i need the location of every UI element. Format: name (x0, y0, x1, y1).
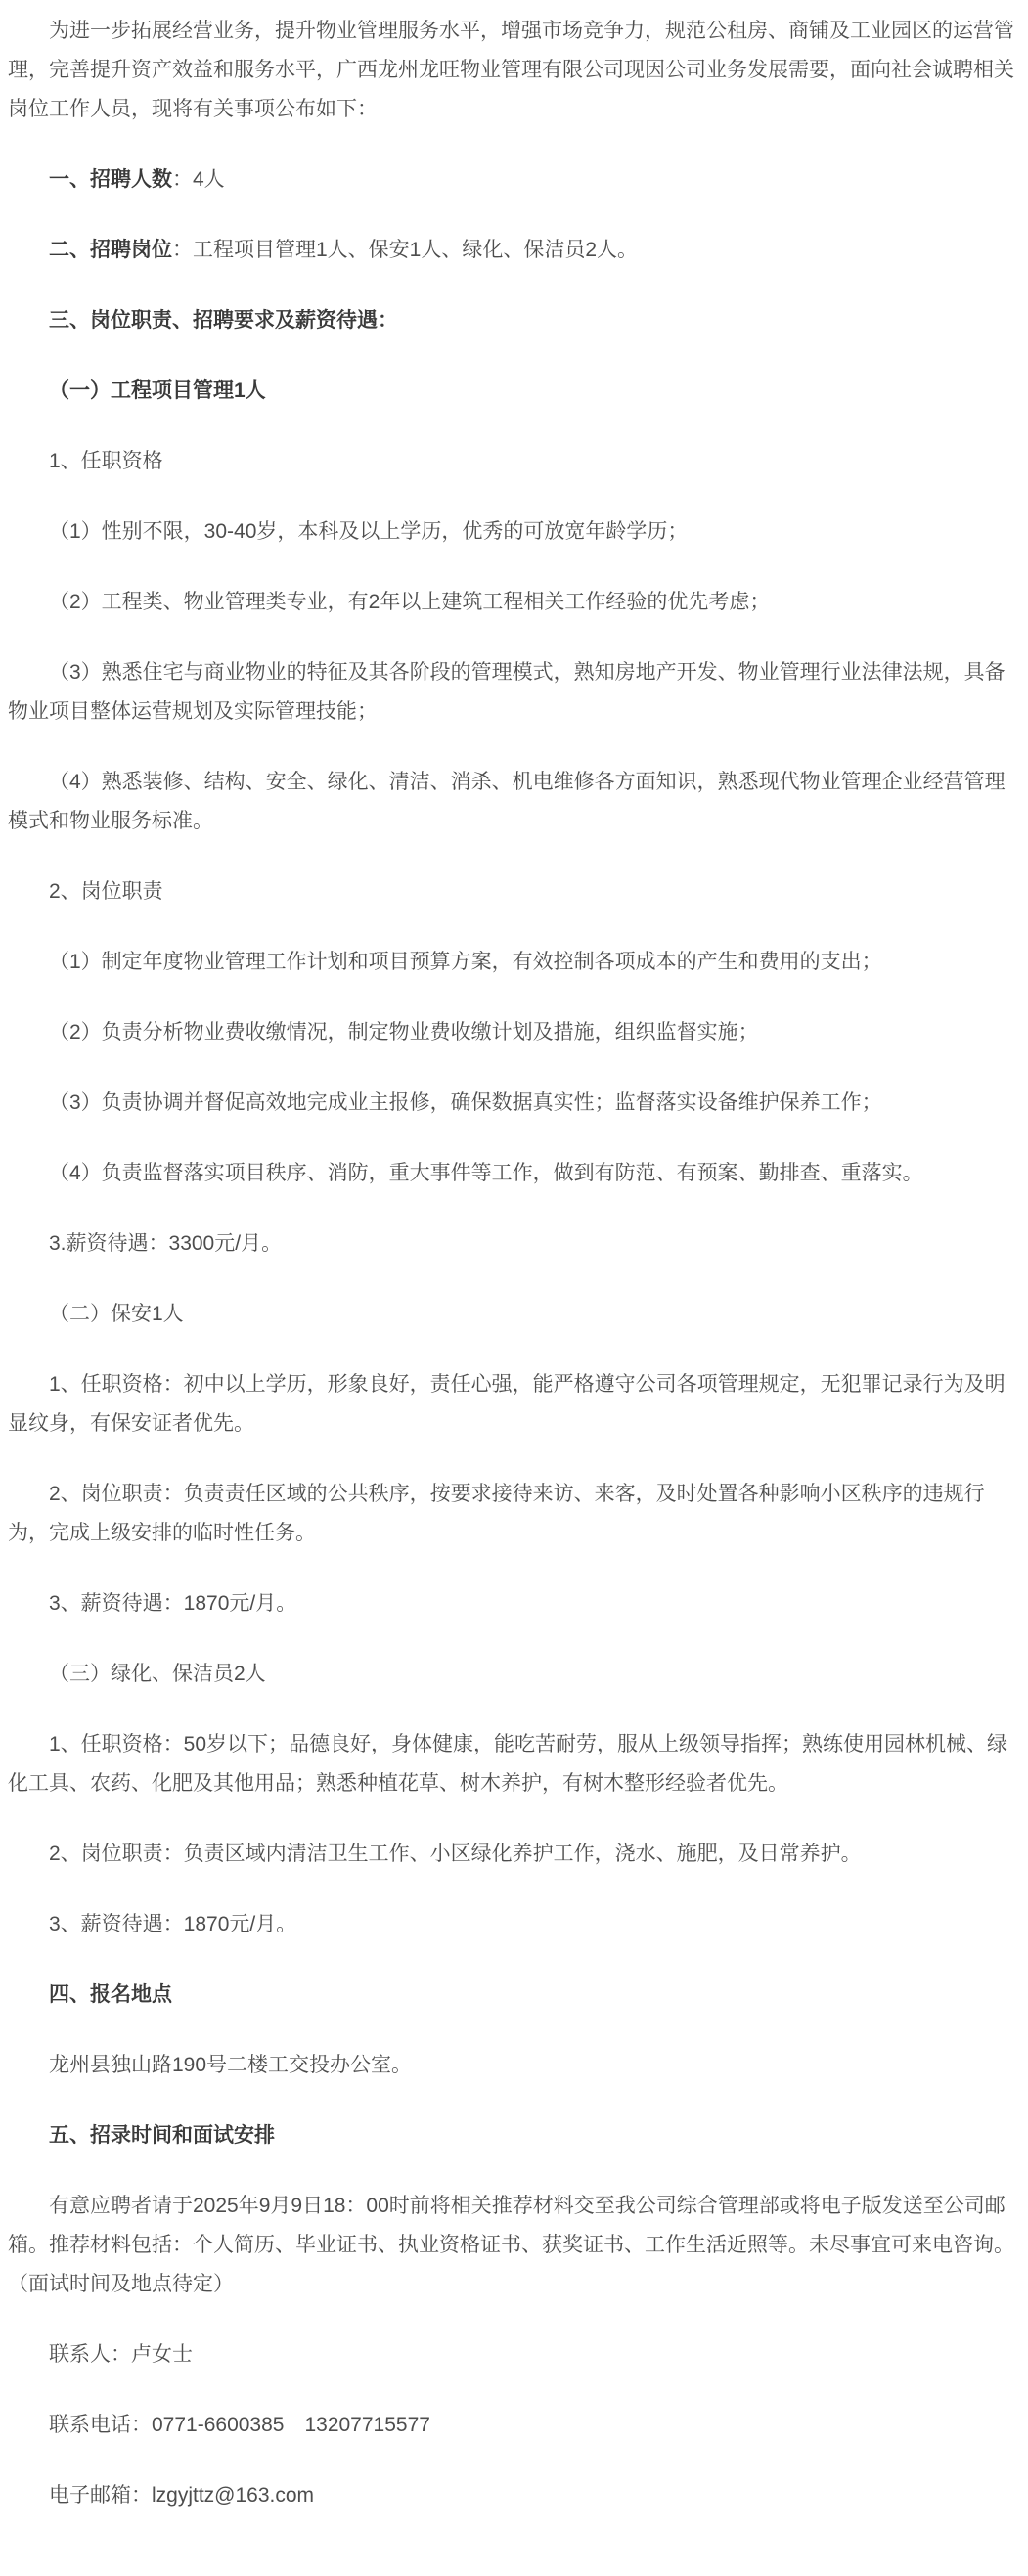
job1-duty-item: （4）负责监督落实项目秩序、消防，重大事件等工作，做到有防范、有预案、勤排查、重落实。 (49, 1162, 923, 1184)
job1-qualification-item: （1）性别不限，30-40岁，本科及以上学历，优秀的可放宽年龄学历； (49, 520, 689, 543)
contact-person: 联系人：卢女士 (49, 2343, 193, 2366)
job1-qualification-item: （4）熟悉装修、结构、安全、绿化、清洁、消杀、机电维修各方面知识，熟悉现代物业管理企业经营管理模式和物业服务标准。 (8, 771, 1006, 832)
section-recruit-positions-label: 二、招聘岗位 (49, 239, 172, 261)
section-schedule-heading: 五、招录时间和面试安排 (49, 2124, 275, 2147)
job1-qualification-item: （2）工程类、物业管理类专业，有2年以上建筑工程相关工作经验的优先考虑； (49, 591, 771, 613)
section-recruit-count-value: ：4人 (172, 168, 225, 191)
section-recruit-positions (8, 231, 1018, 270)
job2-qualification: 1、任职资格：初中以上学历，形象良好，责任心强，能严格遵守公司各项管理规定，无犯罪记录行为及明显纹身，有保安证者优先。 (8, 1373, 1006, 1435)
section-signup-location-heading: 四、报名地点 (49, 1983, 172, 2006)
job1-duty-title: 2、岗位职责 (49, 880, 163, 903)
section-recruit-count-label: 一、招聘人数 (49, 168, 172, 191)
job1-qualification-title: 1、任职资格 (49, 450, 163, 472)
job3-salary: 3、薪资待遇：1870元/月。 (49, 1913, 297, 1935)
section-recruit-positions-value: ：工程项目管理1人、保安1人、绿化、保洁员2人。 (172, 239, 639, 261)
application-instructions: 有意应聘者请于2025年9月9日18：00时前将相关推荐材料交至我公司综合管理部或将电子版发送至公司邮箱。推荐材料包括：个人简历、毕业证书、执业资格证书、获奖证书、工作生活近照等。未尽事宜可来电咨询。（面试时间及地点待定） (8, 2195, 1014, 2295)
signup-address: 龙州县独山路190号二楼工交投办公室。 (49, 2054, 413, 2076)
job3-duty: 2、岗位职责：负责区域内清洁卫生工作、小区绿化养护工作，浇水、施肥，及日常养护。 (49, 1843, 862, 1865)
job2-duty: 2、岗位职责：负责责任区域的公共秩序，按要求接待来访、来客，及时处置各种影响小区秩序的违规行为，完成上级安排的临时性任务。 (8, 1483, 985, 1544)
job1-duty-item: （3）负责协调并督促高效地完成业主报修，确保数据真实性；监督落实设备维护保养工作； (49, 1091, 882, 1114)
intro-paragraph: 为进一步拓展经营业务，提升物业管理服务水平，增强市场竞争力，规范公租房、商铺及工业园区的运营管理，完善提升资产效益和服务水平，广西龙州龙旺物业管理有限公司现因公司业务发展需要，面向社会诚聘相关岗位工作人员，现将有关事项公布如下： (8, 20, 1014, 120)
contact-email: 电子邮箱：lzgyjttz@163.com (49, 2484, 315, 2507)
job1-duty-item: （2）负责分析物业费收缴情况，制定物业费收缴计划及措施，组织监督实施； (49, 1021, 759, 1044)
job2-heading: （二）保安1人 (49, 1303, 184, 1325)
contact-phone: 联系电话：0771-6600385 13207715577 (49, 2414, 430, 2436)
job1-qualification-item: （3）熟悉住宅与商业物业的特征及其各阶段的管理模式，熟知房地产开发、物业管理行业法律法规，具备物业项目整体运营规划及实际管理技能； (8, 661, 1006, 723)
job2-salary: 3、薪资待遇：1870元/月。 (49, 1592, 297, 1615)
job3-heading: （三）绿化、保洁员2人 (49, 1663, 266, 1685)
job1-duty-item: （1）制定年度物业管理工作计划和项目预算方案，有效控制各项成本的产生和费用的支出； (49, 951, 882, 973)
section-recruit-count (8, 160, 1018, 200)
job1-salary: 3.薪资待遇：3300元/月。 (49, 1232, 283, 1255)
section-duties-heading: 三、岗位职责、招聘要求及薪资待遇： (49, 309, 398, 332)
job1-heading: （一）工程项目管理1人 (49, 379, 266, 402)
job3-qualification: 1、任职资格：50岁以下；品德良好，身体健康，能吃苦耐劳，服从上级领导指挥；熟练使用园林机械、绿化工具、农药、化肥及其他用品；熟悉种植花草、树木养护，有树木整形经验者优先。 (8, 1733, 1008, 1795)
